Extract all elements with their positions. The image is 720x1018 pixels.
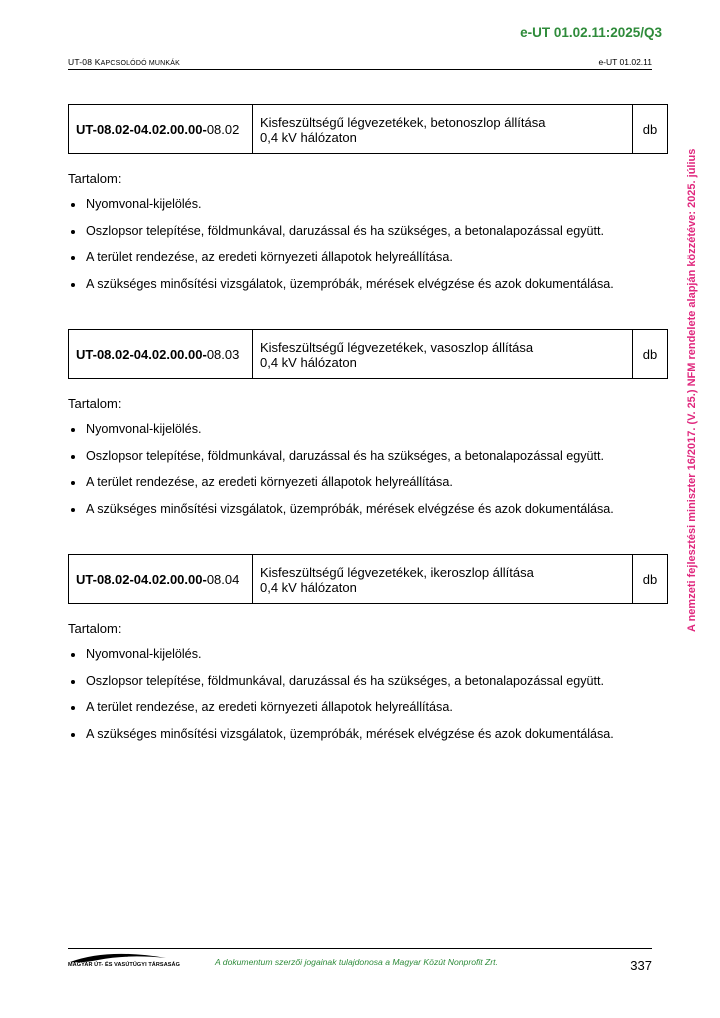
item-desc-line2: 0,4 kV hálózaton xyxy=(260,580,357,595)
item-table xyxy=(68,104,668,154)
item-code xyxy=(69,330,253,379)
item-code xyxy=(69,555,253,604)
list-item: A terület rendezése, az eredeti környezeti állapotok helyreállítása. xyxy=(68,250,614,277)
item-description xyxy=(253,330,633,379)
section-small-caps: APCSOLÓDÓ MUNKÁK xyxy=(100,60,181,67)
copyright-notice: A dokumentum szerzői jogainak tulajdonosa a Magyar Közút Nonprofit Zrt. xyxy=(215,957,498,967)
page-header xyxy=(68,57,652,70)
footer-rule xyxy=(68,948,652,949)
item-table xyxy=(68,329,668,379)
item-code-suffix: 08.02 xyxy=(206,121,240,137)
content-list xyxy=(68,647,614,754)
logo-text: MAGYAR ÚT- ÉS VASÚTÜGYI TÁRSASÁG xyxy=(68,962,180,968)
content-list xyxy=(68,197,614,304)
list-item: Oszlopsor telepítése, földmunkával, daruzással és ha szükséges, a betonalapozással együtt. xyxy=(68,674,614,701)
list-item: Oszlopsor telepítése, földmunkával, daruzással és ha szükséges, a betonalapozással együtt. xyxy=(68,449,614,476)
list-item: Oszlopsor telepítése, földmunkával, daruzással és ha szükséges, a betonalapozással együtt. xyxy=(68,224,614,251)
content-label: Tartalom: xyxy=(68,621,122,636)
item-desc-line1: Kisfeszültségű légvezetékek, vasoszlop állítása xyxy=(260,340,534,355)
content-label: Tartalom: xyxy=(68,171,122,186)
item-desc-line1: Kisfeszültségű légvezetékek, betonoszlop állítása xyxy=(260,115,546,130)
list-item: A szükséges minősítési vizsgálatok, üzempróbák, mérések elvégzése és azok dokumentálása. xyxy=(68,727,614,754)
item-unit: db xyxy=(633,555,668,604)
list-item: Nyomvonal-kijelölés. xyxy=(68,197,614,224)
item-code-bold: UT-08.02-04.02.00.00- xyxy=(76,121,207,137)
list-item: A szükséges minősítési vizsgálatok, üzempróbák, mérések elvégzése és azok dokumentálása. xyxy=(68,502,614,529)
list-item: Nyomvonal-kijelölés. xyxy=(68,647,614,674)
item-code-bold: UT-08.02-04.02.00.00- xyxy=(76,346,207,362)
item-code-bold: UT-08.02-04.02.00.00- xyxy=(76,571,207,587)
page-number: 337 xyxy=(630,958,652,973)
item-desc-line2: 0,4 kV hálózaton xyxy=(260,355,357,370)
list-item: Nyomvonal-kijelölés. xyxy=(68,422,614,449)
item-unit: db xyxy=(633,105,668,154)
content-label: Tartalom: xyxy=(68,396,122,411)
company-logo-icon xyxy=(68,950,168,972)
list-item: A terület rendezése, az eredeti környezeti állapotok helyreállítása. xyxy=(68,475,614,502)
item-unit: db xyxy=(633,330,668,379)
item-desc-line2: 0,4 kV hálózaton xyxy=(260,130,357,145)
item-description xyxy=(253,555,633,604)
content-list xyxy=(68,422,614,529)
item-description xyxy=(253,105,633,154)
item-desc-line1: Kisfeszültségű légvezetékek, ikeroszlop állítása xyxy=(260,565,534,580)
list-item: A szükséges minősítési vizsgálatok, üzempróbák, mérések elvégzése és azok dokumentálása. xyxy=(68,277,614,304)
side-publication-note: A nemzeti fejlesztési miniszter 16/2017. (V. 25.) NFM rendelete alapján közzétéve: 2025. július xyxy=(686,148,698,632)
doc-code: e-UT 01.02.11:2025/Q3 xyxy=(520,25,662,40)
item-table xyxy=(68,554,668,604)
item-code-suffix: 08.03 xyxy=(206,346,240,362)
header-right-label: e-UT 01.02.11 xyxy=(598,57,652,67)
section-prefix: UT-08 K xyxy=(68,57,101,67)
item-code xyxy=(69,105,253,154)
item-code-suffix: 08.04 xyxy=(206,571,240,587)
list-item: A terület rendezése, az eredeti környezeti állapotok helyreállítása. xyxy=(68,700,614,727)
section-title xyxy=(68,57,180,67)
